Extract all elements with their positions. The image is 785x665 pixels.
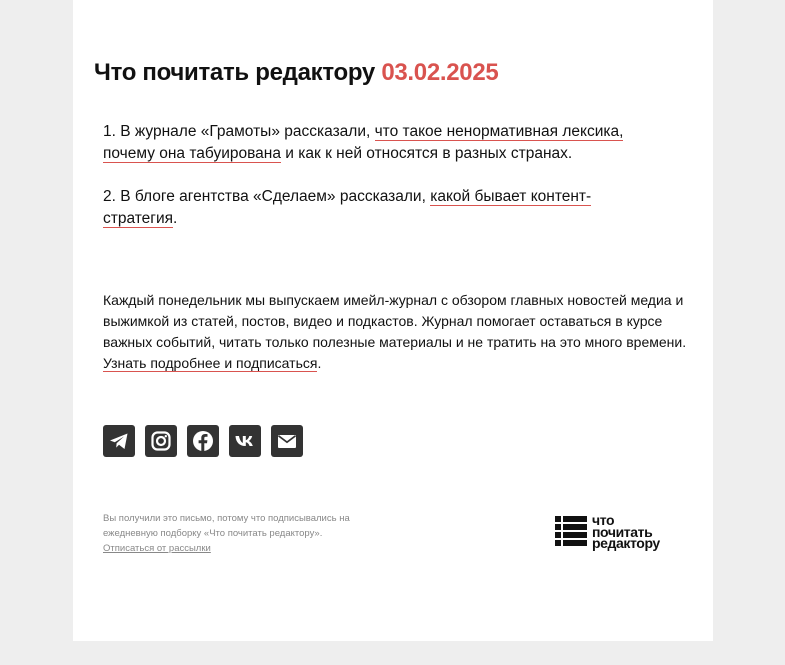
list-item [103,186,663,230]
title-text: Что почитать редактору [94,59,375,86]
email-card [73,0,713,641]
logo-line: редактору [592,535,660,551]
page-title [94,58,498,88]
footer-text: Вы получили это письмо, потому что подписывались на ежедневную подборку «Что почитать редактору». [103,513,350,539]
about-suffix: . [317,355,322,371]
logo-bars-icon [555,515,587,549]
social-links [103,425,303,457]
item-text: и как к ней относятся в разных странах. [280,145,573,162]
issue-date: 03.02.2025 [381,59,499,86]
article-link[interactable]: что такое ненормативная лексика, почему она табуирована [103,123,624,162]
item-text: . [173,210,178,227]
telegram-icon[interactable] [103,425,135,457]
unsubscribe-link[interactable]: Отписаться от рассылки [103,543,211,554]
facebook-icon[interactable] [187,425,219,457]
about-text: Каждый понедельник мы выпускаем имейл-журнал с обзором главных новостей медиа и выжимкой из статей, постов, видео и подкастов. Журнал помогает оставаться в курсе важных событий, читать только полезные материалы и не тратить на это много времени. [103,292,687,350]
item-text: 1. В журнале «Грамоты» рассказали, [103,123,375,140]
subscribe-link[interactable]: Узнать подробнее и подписаться [103,355,318,371]
vk-icon[interactable] [229,425,261,457]
brand-logo [555,512,660,551]
logo-line: почитать [592,523,653,540]
logo-wordmark [592,512,660,551]
mail-icon[interactable] [271,425,303,457]
footer-note [103,511,393,556]
logo-line: что [592,512,615,528]
instagram-icon[interactable] [145,425,177,457]
list-item [103,121,663,165]
item-text: 2. В блоге агентства «Сделаем» рассказали, [103,188,431,205]
newsletter-description [103,290,693,374]
article-link[interactable]: какой бывает контент-стратегия [103,188,592,227]
